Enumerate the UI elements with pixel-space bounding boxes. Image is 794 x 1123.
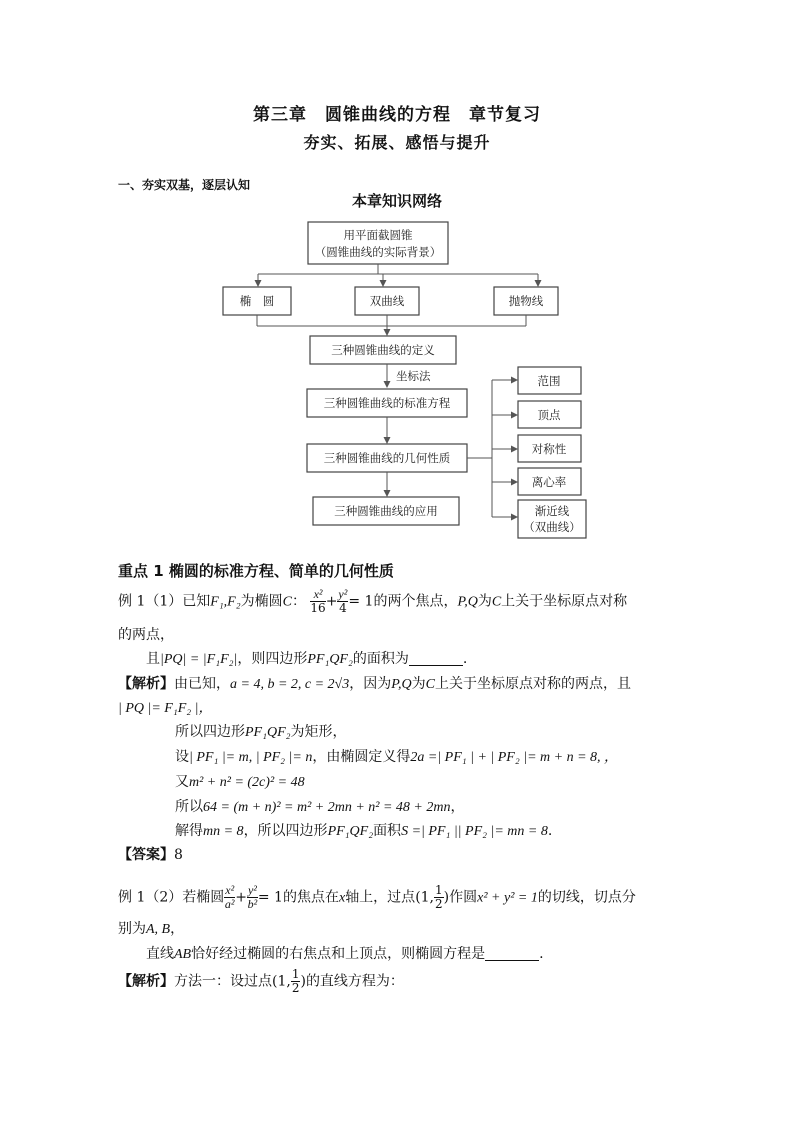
ex1-text: ，由椭圆定义得 bbox=[312, 749, 411, 765]
knowledge-network-diagram bbox=[210, 212, 600, 542]
fraction-numerator: x² bbox=[310, 588, 325, 602]
ex1-line7 bbox=[175, 746, 618, 766]
ex1-math: |PQ| = |F₁F₂| bbox=[160, 652, 238, 667]
ex2-text: 例 1（2）若椭圆 bbox=[118, 889, 225, 906]
ex1-math: PF₁QF₂ bbox=[307, 652, 353, 667]
ex1-text: 为 bbox=[477, 593, 492, 610]
fraction-denominator: 2 bbox=[291, 981, 300, 995]
fraction-denominator: 16 bbox=[310, 601, 326, 615]
ex2-text: 方法一：设过点 bbox=[174, 973, 272, 990]
ex1-math: C bbox=[282, 594, 292, 610]
ex1-line10 bbox=[175, 820, 552, 840]
ex1-text: ，因为 bbox=[349, 676, 392, 692]
ex1-text: 由已知， bbox=[174, 676, 230, 692]
box-parabola-label: 抛物线 bbox=[508, 294, 544, 308]
ex1-answer bbox=[118, 844, 183, 864]
ex1-line3 bbox=[146, 648, 467, 668]
analysis-tag: 【解析】 bbox=[118, 973, 174, 990]
ex1-line1 bbox=[118, 588, 627, 615]
ex1-line5: | PQ |= F₁F₂ |， bbox=[118, 701, 213, 716]
ex1-math: C bbox=[491, 594, 502, 610]
ex1-math: S =| PF₁ || PF₂ |= mn = 8 bbox=[401, 824, 548, 839]
page-title: 第三章 圆锥曲线的方程 章节复习 bbox=[253, 105, 541, 125]
ex1-math: m² + n² = (2c)² = 48 bbox=[189, 775, 305, 790]
ex1-text: 例 1（1）已知 bbox=[118, 593, 211, 610]
box-standard-equation-label: 三种圆锥曲线的标准方程 bbox=[323, 396, 451, 410]
fraction bbox=[247, 884, 258, 911]
ex2-line4 bbox=[118, 968, 404, 995]
ex1-math: a = 4, b = 2, c = 2√3 bbox=[230, 677, 350, 692]
ex1-text: ， bbox=[450, 799, 465, 815]
ex2-text: 别为 bbox=[118, 921, 146, 937]
fraction bbox=[310, 588, 325, 615]
fraction-numerator: y² bbox=[338, 587, 348, 601]
ex1-math: F₁,F₂ bbox=[210, 594, 241, 610]
ex1-text: + bbox=[325, 593, 338, 610]
ex2-line3 bbox=[146, 943, 544, 963]
fraction bbox=[337, 588, 348, 615]
ex2-math: ) bbox=[300, 973, 306, 990]
answer-blank bbox=[409, 651, 463, 666]
ex1-text: ，所以四边形 bbox=[243, 823, 328, 839]
ex1-math: | PF₁ |= m, | PF₂ |= n bbox=[189, 750, 313, 765]
ex1-math: 2a =| PF₁ | + | PF₂ |= m + n = 8, ， bbox=[410, 750, 619, 765]
fraction-numerator: 1 bbox=[291, 967, 300, 981]
box-application-label: 三种圆锥曲线的应用 bbox=[334, 504, 438, 518]
ex1-line6 bbox=[175, 721, 347, 741]
box-ellipse-label: 椭 圆 bbox=[239, 294, 275, 308]
ex2-math: x² + y² = 1 bbox=[477, 890, 538, 906]
ex2-text: 作圆 bbox=[449, 889, 478, 906]
box-asymptote-line2: （双曲线） bbox=[523, 520, 581, 534]
fraction-denominator: a² bbox=[224, 897, 235, 911]
ex1-math: PF₁QF₂ bbox=[327, 824, 374, 839]
fraction-numerator: x² bbox=[225, 883, 235, 897]
ex1-text: 为 bbox=[411, 676, 426, 692]
ex2-line1 bbox=[118, 884, 636, 911]
ex2-math: (1, bbox=[415, 889, 435, 906]
ex1-text: 所以 bbox=[175, 799, 203, 815]
box-asymptote-line1: 渐近线 bbox=[534, 504, 570, 518]
ex1-text: 为矩形， bbox=[290, 724, 347, 740]
ex1-text: 上关于坐标原点对称的两点，且 bbox=[434, 676, 631, 692]
fraction-denominator: b² bbox=[247, 897, 258, 911]
ex2-text: . bbox=[539, 946, 544, 962]
ex2-math: x bbox=[338, 890, 346, 906]
focus-heading: 重点 1 椭圆的标准方程、简单的几何性质 bbox=[118, 562, 394, 580]
ex2-text: = 1的焦点在 bbox=[257, 889, 339, 906]
ex1-text: 解得 bbox=[175, 823, 203, 839]
box-symmetry-label: 对称性 bbox=[531, 442, 567, 456]
ex1-text: = 1的两个焦点， bbox=[348, 593, 458, 610]
ex1-line2: 的两点， bbox=[118, 627, 174, 643]
ex2-math: (1, bbox=[272, 973, 291, 990]
ex1-text: 面积 bbox=[373, 823, 402, 839]
fraction bbox=[434, 884, 444, 911]
ex1-text: 的面积为 bbox=[352, 651, 409, 667]
box-definition-label: 三种圆锥曲线的定义 bbox=[331, 343, 435, 357]
ex2-text: 直线 bbox=[146, 946, 174, 962]
answer-value: 8 bbox=[174, 847, 183, 863]
box-range-label: 范围 bbox=[537, 374, 561, 388]
ex1-text: 又 bbox=[175, 774, 189, 790]
ex1-math: C bbox=[425, 677, 435, 692]
fraction-numerator: 1 bbox=[435, 883, 443, 897]
ex1-math: P,Q bbox=[391, 677, 412, 692]
ex1-math: mn = 8 bbox=[203, 824, 244, 839]
ex1-math: PF₁QF₂ bbox=[245, 725, 291, 740]
diagram-title: 本章知识网络 bbox=[351, 192, 442, 210]
answer-tag: 【答案】 bbox=[118, 847, 174, 863]
ex2-text: ， bbox=[170, 921, 185, 937]
ex1-math: 64 = (m + n)² = m² + 2mn + n² = 48 + 2mn bbox=[203, 800, 451, 815]
ex1-text: ： bbox=[291, 593, 306, 610]
ex2-text: 轴上，过点 bbox=[345, 889, 416, 906]
answer-blank bbox=[485, 946, 539, 961]
page-subtitle: 夯实、拓展、感悟与提升 bbox=[303, 133, 491, 152]
ex2-text: 的直线方程为： bbox=[305, 973, 404, 990]
ex1-line9 bbox=[175, 796, 465, 816]
ex2-text: + bbox=[235, 889, 247, 906]
ex1-line4 bbox=[118, 673, 631, 693]
box-background-line1: 用平面截圆锥 bbox=[343, 228, 413, 242]
ex2-math: ) bbox=[443, 889, 450, 906]
fraction-denominator: 4 bbox=[339, 601, 347, 615]
analysis-tag: 【解析】 bbox=[118, 676, 174, 692]
section-heading: 一、夯实双基，逐层认知 bbox=[118, 178, 251, 192]
ex1-text: . bbox=[462, 651, 468, 667]
ex2-text: 恰好经过椭圆的右焦点和上顶点，则椭圆方程是 bbox=[191, 946, 486, 962]
box-background-line2: （圆锥曲线的实际背景） bbox=[314, 245, 442, 259]
ex1-text: 上关于坐标原点对称 bbox=[501, 593, 628, 610]
ex2-line2 bbox=[118, 918, 184, 938]
box-vertex-label: 顶点 bbox=[537, 408, 561, 422]
ex1-text: 所以四边形 bbox=[175, 724, 245, 740]
fraction bbox=[224, 884, 235, 911]
box-hyperbola-label: 双曲线 bbox=[369, 294, 405, 308]
ex1-line8 bbox=[175, 771, 305, 791]
ex1-text: . bbox=[547, 823, 553, 839]
box-eccentricity-label: 离心率 bbox=[531, 475, 567, 489]
ex2-text: 的切线，切点分 bbox=[537, 889, 636, 906]
box-geometry-label: 三种圆锥曲线的几何性质 bbox=[323, 451, 451, 465]
fraction-denominator: 2 bbox=[435, 897, 443, 911]
method-label: 坐标法 bbox=[396, 369, 431, 383]
ex1-math: P,Q bbox=[457, 594, 478, 610]
ex1-text: ，则四边形 bbox=[237, 651, 308, 667]
fraction-numerator: y² bbox=[247, 883, 257, 897]
ex1-text: 设 bbox=[175, 749, 189, 765]
ex1-text: 且 bbox=[146, 651, 160, 667]
ex2-math: A, B bbox=[146, 922, 171, 937]
ex1-text: 为椭圆 bbox=[240, 593, 283, 610]
ex2-math: AB bbox=[174, 947, 192, 962]
